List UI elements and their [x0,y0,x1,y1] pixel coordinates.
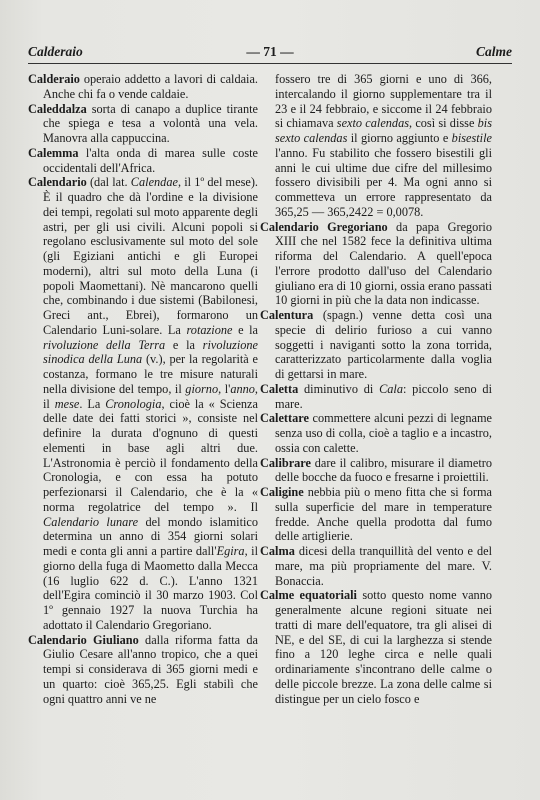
entry-text: , così si disse [409,116,478,131]
dictionary-entry [260,456,492,486]
entry-headword: Calderaio [28,72,80,86]
entry-italic-text: rivoluzione sinodica della Luna [43,337,258,367]
entry-text: l'alta onda di marea sulle coste occidentali dell'Africa. [43,145,258,175]
dictionary-entry [260,411,492,455]
dictionary-entry [28,175,258,632]
entry-text: (spagn.) venne detta così una specie di delirio furioso a cui vanno soggetti i naviganti sotto la zona torrida, caratterizzato particolarmente dalla voglia di gettarsi in mare. [275,308,492,381]
right-column [260,72,492,706]
dictionary-entry [260,588,492,706]
entry-text: il giorno aggiunto e [347,131,452,145]
entry-headword: Calibrare [260,455,312,470]
entry-italic-text: anno [230,381,255,396]
entry-headword: Calendario Gregoriano [260,219,388,234]
dictionary-entry [260,308,492,382]
entry-headword: Calemma [28,145,79,160]
page-number: — 71 — [246,44,294,59]
dictionary-entry [260,382,492,412]
dictionary-entry [260,544,492,588]
header-left-word: Calderaio [28,44,83,59]
dictionary-entry [28,102,258,146]
entry-text: , cioè la « Scienza delle date dei fatti storici », consiste nel definire la durata d'ognuno di questi elementi in base agli altri due. L'Astronomia è perciò il fondamento della Cronologia, e con essa ha potuto perfezionarsi il Calendario, che è la « norma regolatrice del tempo ». Il [43,396,258,514]
entry-text: , il giorno della fuga di Maometto dalla Mecca (16 luglio 622 d. C.). L'anno 1321 dell'Egira cominciò il 30 marzo 1903. Col 1º gennaio 1927 la nuova Turchia ha adottato il Calendario Gregoriano. [43,544,258,632]
entry-text: diminutivo di [298,381,380,396]
entry-italic-text: Calendae [130,175,178,190]
entry-italic-text: Egira [216,544,245,558]
entry-text: commettere alcuni pezzi di legname senza uso di colla, cioè a taglio e a incastro, ossia con calette. [275,411,492,455]
header-rule [28,63,512,64]
entry-text: sotto questo nome vanno generalmente alcune regioni situate nei tratti di mare dell'equatore, tra gli alisei di NE, e del SE, di cui la larghezza si stende fino a 120 leghe circa e nelle quali ordinariamente s'incontrano delle calme o delle piccole brezze. La zona delle calme si distingue per un cielo fosco e [275,588,492,706]
entry-headword: Calma [260,544,295,558]
entry-text: , il [43,381,258,411]
entry-italic-text: Cronologia [105,396,162,411]
entry-headword: Calettare [260,411,309,426]
entry-text: (dal lat. [86,175,131,190]
dictionary-entry [28,72,258,102]
entry-headword: Caleddalza [28,101,87,116]
dictionary-entry [28,633,258,707]
entry-headword: Calentura [260,308,314,322]
entry-text: dare il calibro, misurare il diametro delle bocche da fuoco e fresarne i proiettili. [275,455,492,485]
dictionary-entry [260,220,492,309]
dictionary-entry [260,72,492,220]
entry-italic-text: sexto calendas [336,116,410,131]
entry-headword: Calme equatoriali [260,588,357,603]
entry-headword: Calendario [28,175,87,190]
entry-text: : piccolo seno di mare. [275,381,492,411]
entry-headword: Caligine [260,485,304,499]
entry-text: fossero tre di 365 giorni e uno di 366, intercalando il giorno supplementare tra il 23 e il 24 febbraio, e siccome il 24 febbraio si chiamava [275,72,492,131]
entry-italic-text: Cala [379,381,403,396]
entry-italic-text: giorno [185,381,219,396]
entry-headword: Calendario Giuliano [28,632,139,647]
entry-italic-text: bisestile [451,131,492,145]
entry-text: dalla riforma fatta da Giulio Cesare all'anno tropico, che a quei tempi si considerava di 365 giorni medi e un quarto: cioè 365,25. Egli stabilì che ogni quattro anni ve ne [43,632,258,706]
entry-text: nebbia più o meno fitta che si forma sulla superficie del mare in temperature fredde. Anche quella prodotta dal fumo delle artiglierie. [275,485,492,544]
header-right-word: Calme [476,44,512,59]
entry-italic-text: rotazione [186,322,233,337]
entry-text: (v.), per la regolarità e costanza, formano le tre misure naturali nella divisione del tempo, il [43,352,258,396]
left-column [28,72,258,706]
entry-italic-text: mese [54,396,80,411]
dictionary-entry [28,146,258,176]
entry-text: del mondo islamitico determina un anno di 354 giorni solari medi e conta gli anni a partire dall' [43,514,259,558]
entry-text: e la [165,337,203,352]
entry-text: Anche chi fa o vende caldaie. [43,86,189,101]
entry-text: , l' [218,381,231,396]
entry-text: e la [232,322,258,337]
entry-headword: Caletta [260,381,299,396]
entry-text: da papa Gregorio XIII che nel 1582 fece la definitiva ultima riforma del Calendario. A quell'epoca l'errore prodotto dall'uso del Calendario giuliano era di 10 giorni, ossia erano passati 10 giorni in più che la data non indicasse. [275,219,492,308]
entry-text: dicesi della tranquillità del vento e del mare, ma più propriamente del mare. V. Bonaccia. [275,544,492,588]
entry-italic-text: Calendario lunare [43,514,139,529]
entry-italic-text: rivoluzione della Terra [43,337,166,352]
entry-text: operaio addetto a lavori di caldaia. [79,72,258,86]
entry-text: , il 1º del mese). È il quadro che dà l'ordine e la divisione dei tempi, regolati sul moto apparente degli astri, per gli usi civili. Alcuni popoli si regolano esclusivamente sul moto del sole (gli Egiziani antichi e gli Europei moderni), altri sul moto della Luna (i popoli Maomettani). Nè mancarono quelli che, combinando i due sistemi (Babilonesi, Greci ant., Ebrei), formarono un Calendario Luni-solare. La [43,175,258,337]
dictionary-entry [260,485,492,544]
entry-text: l'anno. Fu stabilito che fossero bisestili gli anni le cui ultime due cifre del millesimo fossero divisibili per 4. Ma ogni anno si commetteva un errore rappresentato da 365,25 — 365,2422 = 0,0078. [275,145,492,219]
entry-italic-text: bis sexto calendas [275,116,492,145]
entry-text: . La [79,396,106,411]
entry-text: sorta di canapo a duplice tirante che spiega e tesa a volontà una vela. Manovra alla cappuccina. [43,101,258,145]
